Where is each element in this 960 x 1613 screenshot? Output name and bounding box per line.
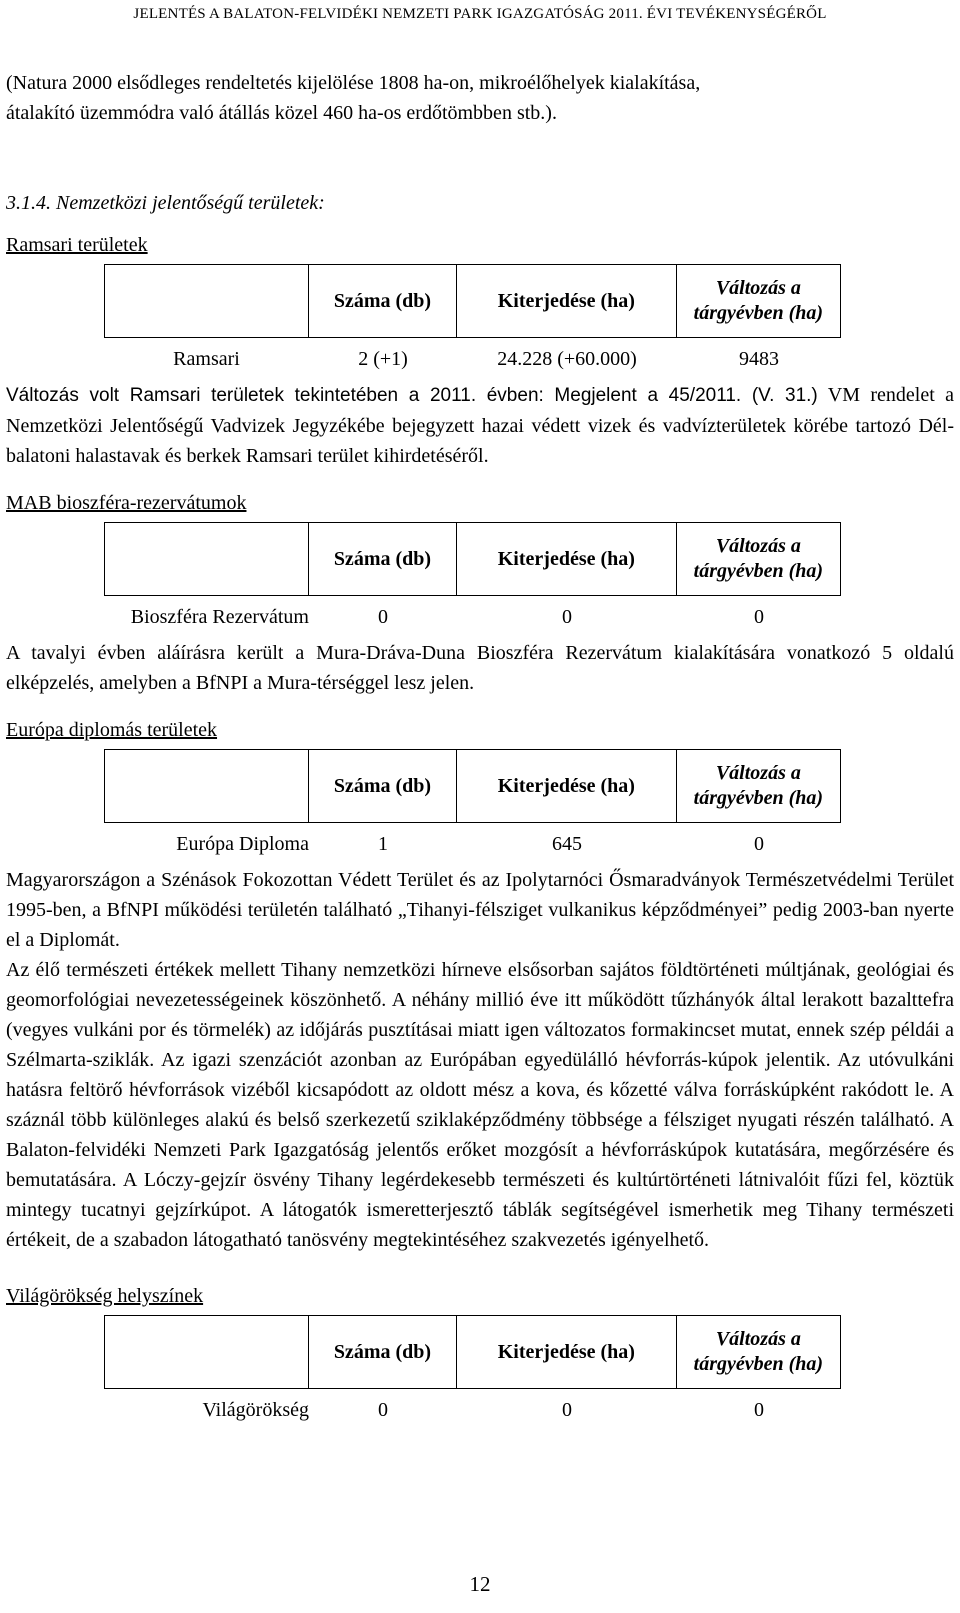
ramsar-header-table: [104, 264, 841, 338]
row-extent: 0: [562, 605, 572, 628]
change-header: Változás a tárgyévben (ha): [676, 1316, 840, 1389]
blank-cell: [105, 750, 309, 823]
heritage-title: Világörökség helyszínek: [6, 1285, 204, 1307]
change-header: Változás a tárgyévben (ha): [676, 523, 840, 596]
ramsar-note: [6, 380, 954, 471]
count-header: Száma (db): [308, 1316, 456, 1389]
ramsar-data-row: [104, 338, 841, 380]
row-change: 9483: [739, 347, 779, 370]
extent-header: Kiterjedése (ha): [456, 1316, 676, 1389]
europe-header-table: [104, 749, 841, 823]
page-body: [6, 68, 954, 1431]
europe-paragraph-2: Az élő természeti értékek mellett Tihany nemzetközi hírneve elsősorban sajátos földtörténeti múltjának, geológiai és geomorfológiai nevezetességeinek köszönhető. A néhány millió éve itt működött tűzhányók által lerakott bazalttefra (vegyes vulkáni por és törmelék) az időjárás pusztításai miatt igen változatos formakincset mutat, ennek szép példái a Szélmarta-sziklák. Az igazi szenzációt azonban az Európában egyedülálló hévforrás-kúpok jelentik. Az utóvulkáni hatásra feltörő hévforrások vizéből kicsapódott az oldott mész a kova, és kőzetté válva forráskúpként rakódott le. A száznál több különleges alakú és belső szerkezetű sziklaképződmény többsége a félsziget nyugati részén található. A Balaton-felvidéki Nemzeti Park Igazgatóság jelentős erőket mozgósít a hévforráskúpok kutatására, megőrzésére és bemutatására. A Lóczy-gejzír ösvény Tihany legérdekesebb természeti és kultúrtörténeti látnivalóit fűzi fel, köztük mintegy tucatnyi gejzírkúpot. A látogatók ismeretterjesztő táblák segítségével ismerhetik meg Tihany természeti értékeit, de a szabadon látogatható tanösvény megtekintéséhez szakvezetés igényelhető.: [6, 959, 954, 1251]
row-extent: 645: [552, 832, 582, 855]
blank-cell: [105, 265, 309, 338]
extent-header: Kiterjedése (ha): [456, 265, 676, 338]
count-header: Száma (db): [308, 265, 456, 338]
ramsar-note-rest: VM rendelet a Nemzetközi Jelentőségű Vadvizek Jegyzékébe bejegyzett hazai védett vizek és vadvízterületek körébe tartozó Dél-balatoni halastavak és berkek Ramsari terület kihirdetéséről.: [6, 384, 954, 467]
row-extent: 0: [562, 1398, 572, 1421]
change-header: Változás a tárgyévben (ha): [676, 265, 840, 338]
mab-header-table: [104, 522, 841, 596]
heritage-header-table: [104, 1315, 841, 1389]
row-label: Ramsari: [173, 347, 240, 370]
row-count: 1: [378, 832, 388, 855]
row-change: 0: [754, 832, 764, 855]
europe-data-row: [104, 823, 841, 865]
row-count: 2 (+1): [358, 347, 408, 370]
row-change: 0: [754, 1398, 764, 1421]
row-count: 0: [378, 1398, 388, 1421]
row-label: Bioszféra Rezervátum: [130, 605, 309, 628]
europe-paragraph-1: Magyarországon a Szénások Fokozottan Védett Terület és az Ipolytarnóci Ősmaradványok Természetvédelmi Terület 1995-ben, a BfNPI működési területén található „Tihanyi-félsziget vulkanikus képződményei” pedig 2003-ban nyerte el a Diplomát.: [6, 869, 954, 951]
row-change: 0: [754, 605, 764, 628]
ramsar-note-lead: Változás volt Ramsari területek tekintetében a 2011. évben: Megjelent a 45/2011. (V. 31.): [6, 385, 818, 406]
blank-cell: [105, 523, 309, 596]
change-header: Változás a tárgyévben (ha): [676, 750, 840, 823]
blank-cell: [105, 1316, 309, 1389]
count-header: Száma (db): [308, 750, 456, 823]
row-extent: 24.228 (+60.000): [497, 347, 637, 370]
mab-title: MAB bioszféra-rezervátumok: [6, 492, 247, 514]
section-heading: 3.1.4. Nemzetközi jelentőségű területek:: [6, 192, 325, 214]
row-label: Világörökség: [202, 1398, 309, 1421]
ramsar-title: Ramsari területek: [6, 234, 148, 256]
page-number: 12: [469, 1572, 491, 1596]
heritage-data-row: [104, 1389, 841, 1431]
row-label: Európa Diploma: [176, 832, 309, 855]
europe-title: Európa diplomás területek: [6, 719, 218, 741]
count-header: Száma (db): [308, 523, 456, 596]
extent-header: Kiterjedése (ha): [456, 523, 676, 596]
mab-data-row: [104, 596, 841, 638]
running-header: JELENTÉS A BALATON-FELVIDÉKI NEMZETI PARK IGAZGATÓSÁG 2011. ÉVI TEVÉKENYSÉGÉRŐL: [133, 6, 827, 22]
mab-paragraph: A tavalyi évben aláírásra került a Mura-Dráva-Duna Bioszféra Rezervátum kialakítására vonatkozó 5 oldalú elképzelés, amelyben a BfNPI a Mura-térséggel lesz jelen.: [6, 642, 954, 694]
intro-line-1: (Natura 2000 elsődleges rendeltetés kijelölése 1808 ha-on, mikroélőhelyek kialakítása,: [6, 72, 701, 94]
row-count: 0: [378, 605, 388, 628]
extent-header: Kiterjedése (ha): [456, 750, 676, 823]
intro-line-2: átalakító üzemmódra való átállás közel 460 ha-os erdőtömbben stb.).: [6, 102, 557, 124]
